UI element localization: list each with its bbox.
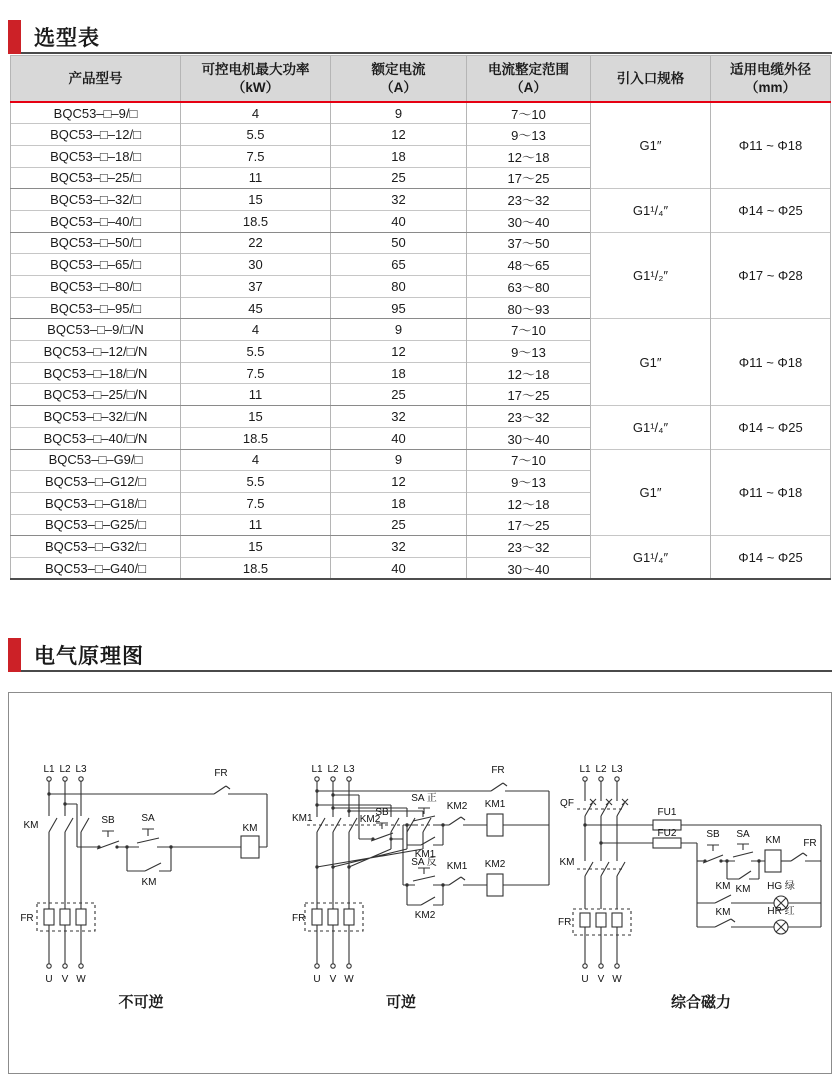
cell-model: BQC53–□–50/□ <box>11 232 181 254</box>
col-header-power: 可控电机最大功率 （kW） <box>181 56 331 103</box>
cell-power: 18.5 <box>181 427 331 449</box>
control-circuit <box>317 765 549 921</box>
cell-current: 32 <box>331 189 467 211</box>
label-w: W <box>344 974 354 985</box>
table-body <box>11 102 831 579</box>
cell-current: 12 <box>331 471 467 493</box>
cell-power: 4 <box>181 319 331 341</box>
label-sa-reverse: SA 反 <box>411 857 437 868</box>
selection-table <box>10 55 831 580</box>
red-bar-icon <box>8 638 21 672</box>
cell-power: 18.5 <box>181 557 331 579</box>
cell-range: 23～32 <box>467 189 591 211</box>
cell-inlet: G1″ <box>591 319 711 406</box>
table-row <box>11 232 831 254</box>
label-sa: SA <box>141 813 155 824</box>
label-v: V <box>329 974 337 985</box>
cell-power: 4 <box>181 449 331 471</box>
col-header-model: 产品型号 <box>11 56 181 103</box>
table-row <box>11 536 831 558</box>
control-circuit <box>49 768 267 888</box>
cell-current: 40 <box>331 557 467 579</box>
cell-range: 12～18 <box>467 145 591 167</box>
phase-terminals <box>43 764 87 781</box>
cell-power: 5.5 <box>181 341 331 363</box>
cell-current: 9 <box>331 102 467 124</box>
label-km2-coil: KM2 <box>484 859 506 870</box>
cell-model: BQC53–□–G18/□ <box>11 492 181 514</box>
cell-model: BQC53–□–32/□/N <box>11 406 181 428</box>
caption-nonreversible: 不可逆 <box>118 994 164 1011</box>
label-km2-bank: KM2 <box>359 814 381 825</box>
cell-model: BQC53–□–9/□ <box>11 102 181 124</box>
label-km2-aux: KM2 <box>414 910 436 921</box>
label-km-coil: KM <box>242 823 258 834</box>
cell-current: 25 <box>331 514 467 536</box>
cell-range: 17～25 <box>467 167 591 189</box>
label-km2-interlock: KM2 <box>446 801 468 812</box>
cell-current: 80 <box>331 276 467 298</box>
cell-power: 15 <box>181 406 331 428</box>
schematic-combined <box>557 761 837 996</box>
label-fu2: FU2 <box>657 828 677 839</box>
cell-power: 4 <box>181 102 331 124</box>
cell-range: 30～40 <box>467 210 591 232</box>
label-km-bank: KM <box>559 857 575 868</box>
cell-power: 7.5 <box>181 145 331 167</box>
label-l2: L2 <box>59 764 71 775</box>
cell-current: 95 <box>331 297 467 319</box>
cell-range: 9～13 <box>467 124 591 146</box>
cell-current: 18 <box>331 362 467 384</box>
label-v: V <box>597 974 605 985</box>
cell-range: 12～18 <box>467 362 591 384</box>
label-km1-interlock: KM1 <box>446 861 468 872</box>
cell-current: 25 <box>331 167 467 189</box>
cell-model: BQC53–□–40/□/N <box>11 427 181 449</box>
cell-range: 63～80 <box>467 276 591 298</box>
cell-inlet: G1″ <box>591 102 711 189</box>
col-header-range: 电流整定范围 （A） <box>467 56 591 103</box>
cell-model: BQC53–□–18/□/N <box>11 362 181 384</box>
cell-range: 7～10 <box>467 102 591 124</box>
control-circuit <box>697 829 821 934</box>
cell-range: 48～65 <box>467 254 591 276</box>
cell-model: BQC53–□–G12/□ <box>11 471 181 493</box>
cell-model: BQC53–□–32/□ <box>11 189 181 211</box>
label-fr-contact: FR <box>491 765 505 776</box>
cell-model: BQC53–□–12/□ <box>11 124 181 146</box>
cell-current: 32 <box>331 406 467 428</box>
cell-range: 30～40 <box>467 427 591 449</box>
cell-model: BQC53–□–G40/□ <box>11 557 181 579</box>
label-fr-contact: FR <box>803 838 817 849</box>
cell-current: 65 <box>331 254 467 276</box>
cell-model: BQC53–□–G25/□ <box>11 514 181 536</box>
caption-combined: 综合磁力 <box>670 994 731 1011</box>
cell-inlet: G1¹/₄″ <box>591 536 711 579</box>
table-row <box>11 102 831 124</box>
cell-model: BQC53–□–G32/□ <box>11 536 181 558</box>
page-title: 选型表 <box>34 27 100 50</box>
label-u: U <box>581 974 589 985</box>
label-fu1: FU1 <box>657 807 677 818</box>
cell-range: 12～18 <box>467 492 591 514</box>
label-w: W <box>76 974 86 985</box>
cell-power: 15 <box>181 189 331 211</box>
cell-power: 11 <box>181 384 331 406</box>
label-sb: SB <box>375 807 389 818</box>
label-km-aux: KM <box>141 877 157 888</box>
cell-current: 50 <box>331 232 467 254</box>
cell-model: BQC53–□–25/□ <box>11 167 181 189</box>
cell-power: 22 <box>181 232 331 254</box>
cell-cable: Φ11 ~ Φ18 <box>711 102 831 189</box>
power-lines <box>20 781 95 985</box>
cell-model: BQC53–□–95/□ <box>11 297 181 319</box>
cell-power: 18.5 <box>181 210 331 232</box>
table-header <box>11 56 831 103</box>
label-km1-aux: KM1 <box>414 849 436 860</box>
cell-range: 7～10 <box>467 449 591 471</box>
cell-range: 37～50 <box>467 232 591 254</box>
table-row <box>11 449 831 471</box>
cell-range: 7～10 <box>467 319 591 341</box>
cell-current: 18 <box>331 492 467 514</box>
cell-power: 11 <box>181 167 331 189</box>
cell-power: 7.5 <box>181 492 331 514</box>
cell-range: 23～32 <box>467 406 591 428</box>
cell-range: 23～32 <box>467 536 591 558</box>
label-l1: L1 <box>43 764 55 775</box>
label-sa: SA <box>736 829 750 840</box>
cell-inlet: G1″ <box>591 449 711 536</box>
label-w: W <box>612 974 622 985</box>
label-v: V <box>61 974 69 985</box>
label-hr-lamp: HR 红 <box>767 906 795 917</box>
cell-current: 12 <box>331 341 467 363</box>
page-title: 电气原理图 <box>34 645 144 668</box>
cell-model: BQC53–□–80/□ <box>11 276 181 298</box>
table-row <box>11 319 831 341</box>
cell-range: 9～13 <box>467 341 591 363</box>
table-row <box>11 189 831 211</box>
cell-range: 17～25 <box>467 384 591 406</box>
cell-model: BQC53–□–65/□ <box>11 254 181 276</box>
label-fr-bank: FR <box>292 913 306 924</box>
cell-power: 7.5 <box>181 362 331 384</box>
red-bar-icon <box>8 20 21 54</box>
label-l3: L3 <box>75 764 87 775</box>
label-sa-forward: SA 正 <box>411 793 437 804</box>
label-fr-bank: FR <box>558 917 572 928</box>
label-km-red-contact: KM <box>715 907 731 918</box>
cell-cable: Φ17 ~ Φ28 <box>711 232 831 319</box>
label-hg-lamp: HG 绿 <box>767 881 795 892</box>
cell-current: 40 <box>331 210 467 232</box>
label-km-coil: KM <box>765 835 781 846</box>
cell-power: 45 <box>181 297 331 319</box>
cell-current: 9 <box>331 449 467 471</box>
label-l1: L1 <box>579 764 591 775</box>
col-header-current: 额定电流 （A） <box>331 56 467 103</box>
section-title-selection <box>8 22 832 54</box>
schematic-nonreversible <box>19 761 279 996</box>
cell-cable: Φ14 ~ Φ25 <box>711 406 831 449</box>
label-u: U <box>45 974 53 985</box>
label-l1: L1 <box>311 764 323 775</box>
cell-range: 17～25 <box>467 514 591 536</box>
cell-model: BQC53–□–G9/□ <box>11 449 181 471</box>
label-l3: L3 <box>343 764 355 775</box>
cell-cable: Φ11 ~ Φ18 <box>711 319 831 406</box>
cell-inlet: G1¹/₂″ <box>591 232 711 319</box>
label-fr-contact: FR <box>214 768 228 779</box>
cell-power: 15 <box>181 536 331 558</box>
cell-cable: Φ14 ~ Φ25 <box>711 536 831 579</box>
cell-power: 5.5 <box>181 124 331 146</box>
cell-inlet: G1¹/₄″ <box>591 406 711 449</box>
cell-model: BQC53–□–40/□ <box>11 210 181 232</box>
cell-range: 30～40 <box>467 557 591 579</box>
table-row <box>11 406 831 428</box>
label-sb: SB <box>706 829 720 840</box>
label-km-latch: KM <box>735 884 751 895</box>
cell-model: BQC53–□–9/□/N <box>11 319 181 341</box>
cell-power: 11 <box>181 514 331 536</box>
cell-current: 32 <box>331 536 467 558</box>
cell-cable: Φ11 ~ Φ18 <box>711 449 831 536</box>
schematic-box <box>8 692 832 1074</box>
section-title-schematic <box>8 640 832 672</box>
phase-terminals <box>579 764 623 781</box>
col-header-inlet: 引入口规格 <box>591 56 711 103</box>
cell-range: 9～13 <box>467 471 591 493</box>
cell-power: 37 <box>181 276 331 298</box>
cell-current: 18 <box>331 145 467 167</box>
col-header-cable: 适用电缆外径 （mm） <box>711 56 831 103</box>
label-km-green-contact: KM <box>715 881 731 892</box>
cell-model: BQC53–□–12/□/N <box>11 341 181 363</box>
cell-model: BQC53–□–18/□ <box>11 145 181 167</box>
label-sb: SB <box>101 815 115 826</box>
schematic-reversible <box>291 761 561 996</box>
label-qf: QF <box>560 798 574 809</box>
label-l2: L2 <box>595 764 607 775</box>
label-km1-coil: KM1 <box>484 799 506 810</box>
cell-cable: Φ14 ~ Φ25 <box>711 189 831 232</box>
label-l3: L3 <box>611 764 623 775</box>
label-u: U <box>313 974 321 985</box>
cell-current: 9 <box>331 319 467 341</box>
cell-current: 12 <box>331 124 467 146</box>
cell-power: 30 <box>181 254 331 276</box>
label-fr-bank: FR <box>20 913 34 924</box>
cell-current: 40 <box>331 427 467 449</box>
cell-range: 80～93 <box>467 297 591 319</box>
label-km1-bank: KM1 <box>292 813 313 824</box>
cell-model: BQC53–□–25/□/N <box>11 384 181 406</box>
power-lines <box>558 781 631 985</box>
cell-inlet: G1¹/₄″ <box>591 189 711 232</box>
cell-power: 5.5 <box>181 471 331 493</box>
label-km-bank: KM <box>23 820 39 831</box>
caption-reversible: 可逆 <box>385 994 416 1011</box>
power-lines <box>292 781 431 985</box>
label-l2: L2 <box>327 764 339 775</box>
cell-current: 25 <box>331 384 467 406</box>
phase-terminals <box>311 764 355 781</box>
